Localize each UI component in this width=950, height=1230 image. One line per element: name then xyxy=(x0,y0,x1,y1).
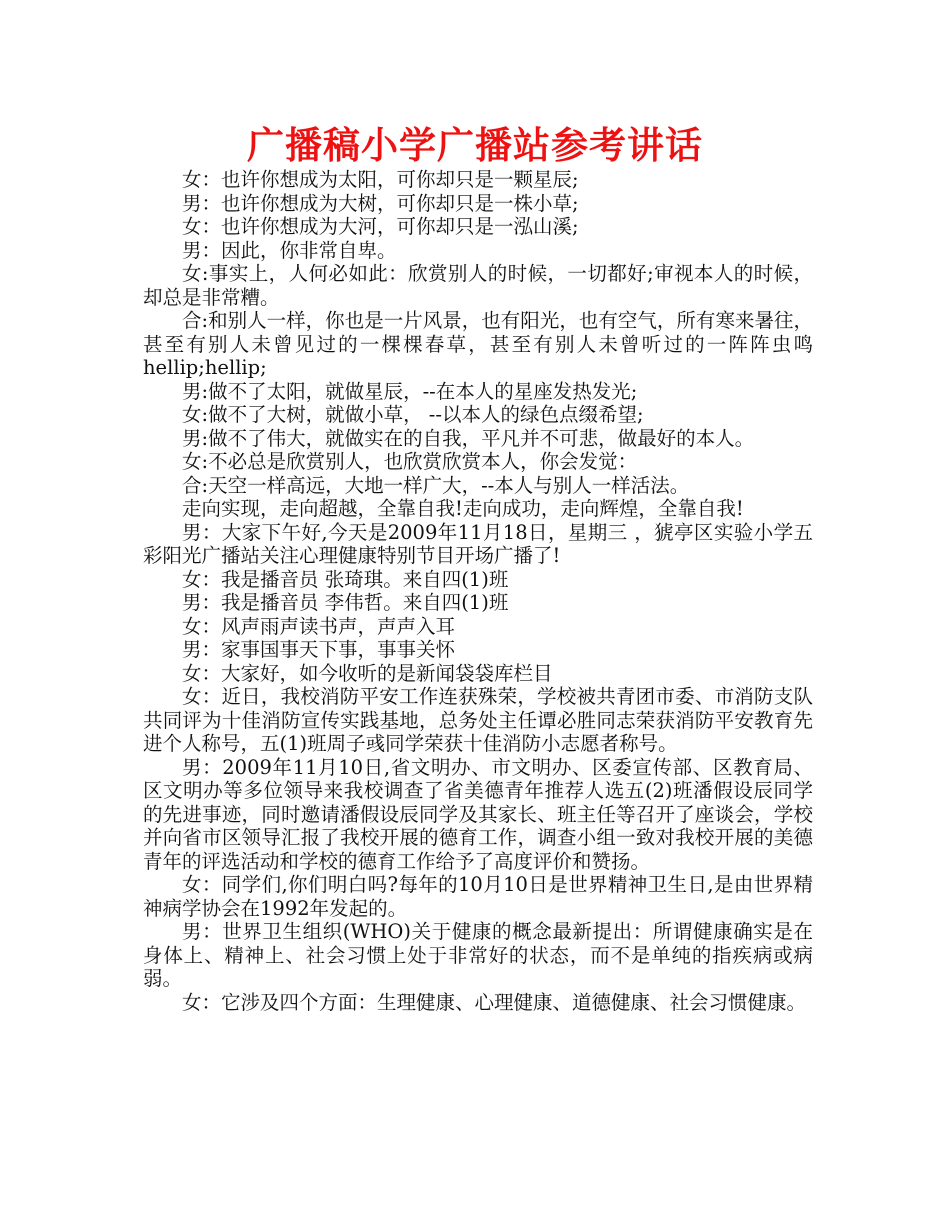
document-title: 广播稿小学广播站参考讲话 xyxy=(247,123,703,167)
paragraph: 女:事实上，人何必如此：欣赏别人的时候，一切都好;审视本人的时候，却总是非常糟。 xyxy=(143,262,813,309)
paragraph: 女:不必总是欣赏别人，也欣赏欣赏本人，你会发觉： xyxy=(182,450,638,473)
paragraph: 男：大家下午好,今天是2009年11月18日，星期三 ，猇亭区实验小学五彩阳光广播站关注心理健康特别节目开场广播了! xyxy=(143,520,813,567)
paragraph: 女：风声雨声读书声，声声入耳 xyxy=(182,614,456,638)
paragraph: 女:做不了大树，就做小草， --以本人的绿色点缀希望; xyxy=(182,403,644,426)
document-body xyxy=(143,168,813,1014)
paragraph: 男:做不了伟大，就做实在的自我，平凡并不可悲，做最好的本人。 xyxy=(182,426,755,450)
paragraph: 走向实现，走向超越，全靠自我!走向成功，走向辉煌，全靠自我! xyxy=(182,497,744,520)
paragraph: 合:和别人一样，你也是一片风景，也有阳光，也有空气，所有寒来暑往，甚至有别人未曾见过的一棵棵春草，甚至有别人未曾听过的一阵阵虫鸣hellip;hellip; xyxy=(143,309,813,379)
paragraph: 男：也许你想成为大树，可你却只是一株小草; xyxy=(182,191,579,215)
paragraph: 男:做不了太阳，就做星辰，--在本人的星座发热发光; xyxy=(182,379,638,403)
paragraph: 女：近日，我校消防平安工作连获殊荣，学校被共青团市委、市消防支队共同评为十佳消防宣传实践基地，总务处主任谭必胜同志荣获消防平安教育先进个人称号，五(1)班周子彧同学荣获十佳消防小志愿者称号。 xyxy=(143,685,813,755)
paragraph: 男：我是播音员 李伟哲。来自四(1)班 xyxy=(182,591,509,614)
paragraph: 女：同学们,你们明白吗?每年的10月10日是世界精神卫生日,是由世界精神病学协会在1992年发起的。 xyxy=(143,873,813,920)
paragraph: 男：因此，你非常自卑。 xyxy=(182,238,397,262)
paragraph: 男：家事国事天下事，事事关怀 xyxy=(182,638,456,661)
paragraph: 女：大家好，如今收听的是新闻袋袋库栏目 xyxy=(182,661,553,685)
paragraph: 女：它涉及四个方面：生理健康、心理健康、道德健康、社会习惯健康。 xyxy=(182,990,807,1014)
paragraph: 男：世界卫生组织(WHO)关于健康的概念最新提出：所谓健康确实是在身体上、精神上、社会习惯上处于非常好的状态，而不是单纯的指疾病或病弱。 xyxy=(143,920,813,990)
paragraph: 女：也许你想成为大河，可你却只是一泓山溪; xyxy=(182,215,579,238)
paragraph: 合:天空一样高远，大地一样广大，--本人与别人一样活法。 xyxy=(182,473,690,497)
paragraph: 女：我是播音员 张琦琪。来自四(1)班 xyxy=(182,567,509,591)
paragraph: 女：也许你想成为太阳，可你却只是一颗星辰; xyxy=(182,168,579,191)
paragraph: 男：2009年11月10日,省文明办、市文明办、区委宣传部、区教育局、区文明办等多位领导来我校调查了省美德青年推荐人选五(2)班潘假设辰同学的先进事迹，同时邀请潘假设辰同学及其家长、班主任等召开了座谈会，学校并向省市区领导汇报了我校开展的德育工作，调查小组一致对我校开展的美德青年的评选活动和学校的德育工作给予了高度评价和赞扬。 xyxy=(143,755,813,873)
